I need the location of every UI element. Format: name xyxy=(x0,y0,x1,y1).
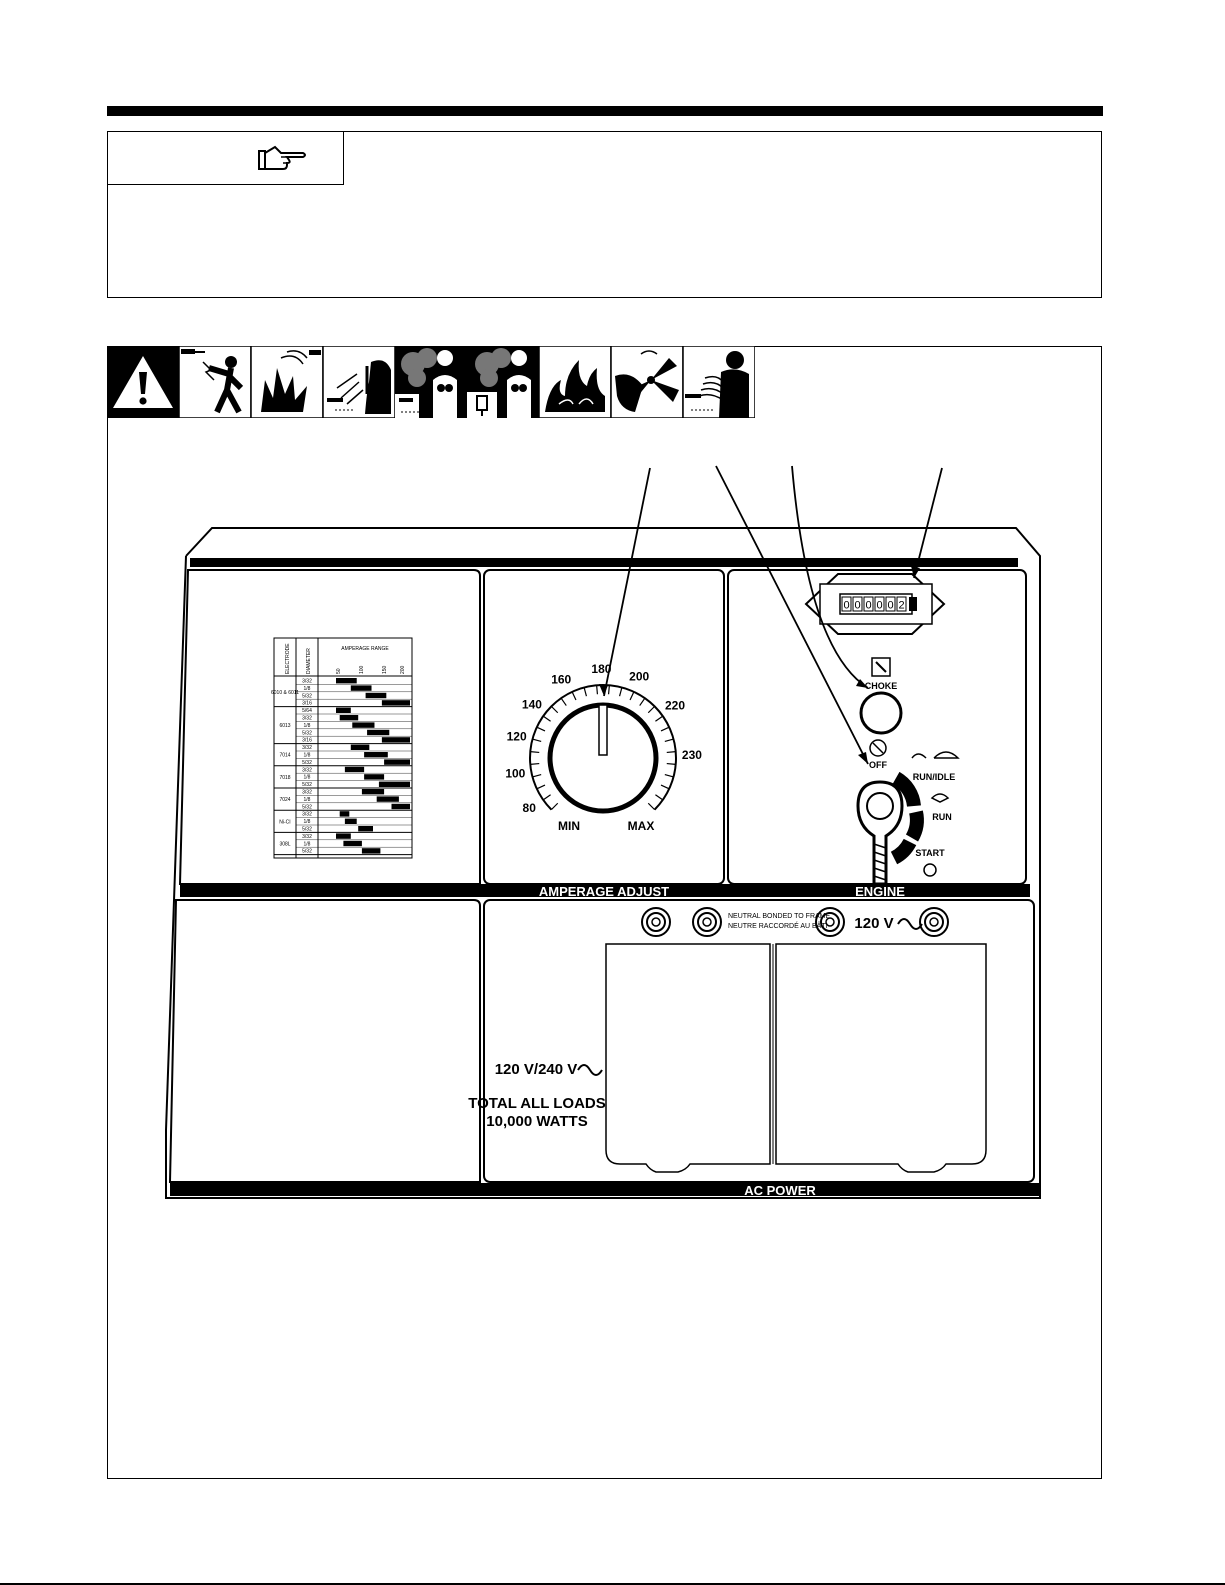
hour-meter-digit: 0 xyxy=(854,599,861,612)
dial-scale-label: 200 xyxy=(629,669,650,684)
chart-diameter-label: 3/32 xyxy=(302,789,312,796)
chart-diameter-label: 1/8 xyxy=(303,722,311,729)
chart-range-bar xyxy=(362,848,381,853)
lower-left-section xyxy=(170,900,480,1182)
chart-diameter-label: 5/32 xyxy=(302,730,312,737)
knob-pointer xyxy=(599,705,607,755)
hour-meter-digit: 2 xyxy=(898,599,905,612)
chart-range-bar xyxy=(336,833,351,838)
chart-diameter-label: 5/32 xyxy=(302,804,312,811)
rabbit-turtle-icon xyxy=(912,752,958,758)
chart-range-bar xyxy=(352,722,374,727)
chart-range-bar xyxy=(379,782,410,787)
dial-scale-label: 140 xyxy=(521,697,542,712)
dial-scale-label: 180 xyxy=(591,662,612,677)
chart-diameter-label: 3/32 xyxy=(302,833,312,840)
chart-range-bar xyxy=(366,693,387,698)
hour-meter-digit: 0 xyxy=(887,599,894,612)
hour-meter-digit: 0 xyxy=(843,599,850,612)
dial-tick xyxy=(551,706,557,712)
chart-range-bar xyxy=(382,700,410,705)
hour-meter xyxy=(806,574,944,634)
chart-range-tick: 50 xyxy=(336,668,342,674)
dial-tick xyxy=(532,775,541,777)
chart-header-diameter: DIAMETER xyxy=(306,648,312,674)
chart-electrode-label: 7024 xyxy=(279,797,291,804)
chart-range-bar xyxy=(351,685,372,690)
panel-top-band xyxy=(190,558,1018,567)
dial-tick xyxy=(648,706,654,712)
dial-max-label: MAX xyxy=(627,819,655,833)
chart-diameter-label: 5/64 xyxy=(302,708,312,715)
dial-min-label: MIN xyxy=(558,819,580,833)
dial-scale-label: 230 xyxy=(681,747,702,762)
ac-power-label: AC POWER xyxy=(744,1183,816,1198)
switch-label-run: RUN xyxy=(932,812,952,822)
amperage-adjust-label: AMPERAGE ADJUST xyxy=(538,884,670,899)
dial-tick xyxy=(551,803,557,809)
chart-range-tick: 150 xyxy=(382,665,388,674)
chart-range-tick: 200 xyxy=(400,665,406,674)
start-icon xyxy=(924,864,936,876)
dial-tick xyxy=(530,752,539,753)
chart-range-bar xyxy=(336,678,357,683)
chart-diameter-label: 5/32 xyxy=(302,826,312,833)
dial-tick xyxy=(655,716,662,721)
dial-tick xyxy=(665,775,674,777)
ac-sine-icon-2 xyxy=(578,1065,602,1075)
receptacle-voltage-label: 120 V xyxy=(854,915,894,932)
chart-diameter-label: 3/32 xyxy=(302,811,312,818)
chart-diameter-label: 5/32 xyxy=(302,759,312,766)
chart-electrode-label: 6010 & 6011 xyxy=(271,689,299,696)
neutral-label-en: NEUTRAL BONDED TO FRAME xyxy=(728,913,831,920)
chart-range-bar xyxy=(343,841,362,846)
dial-tick xyxy=(620,687,622,696)
dial-tick xyxy=(543,795,550,800)
dial-tick xyxy=(609,685,610,694)
dial-scale-label: 220 xyxy=(664,698,686,713)
chart-electrode-label: 7014 xyxy=(279,752,291,759)
chart-diameter-label: 5/32 xyxy=(302,693,312,700)
chart-range-bar xyxy=(377,796,399,801)
receptacle-cover-left[interactable] xyxy=(606,944,770,1172)
dial-tick xyxy=(667,764,676,765)
switch-segment-start xyxy=(894,842,910,858)
dial-tick xyxy=(630,692,634,700)
dial-tick xyxy=(665,739,674,741)
chart-diameter-label: 1/8 xyxy=(303,796,311,803)
engine-switch xyxy=(858,740,958,884)
chart-range-bar xyxy=(392,804,411,809)
dial-tick xyxy=(532,739,541,741)
chart-diameter-label: 1/8 xyxy=(303,819,311,826)
chart-diameter-label: 3/32 xyxy=(302,745,312,752)
total-watts-label: 10,000 WATTS xyxy=(486,1113,588,1130)
dial-tick xyxy=(561,698,566,705)
engine-label: ENGINE xyxy=(855,884,905,899)
chart-diameter-label: 1/8 xyxy=(303,774,311,781)
dial-tick xyxy=(661,785,669,789)
total-loads-label: TOTAL ALL LOADS xyxy=(468,1095,606,1112)
dial-tick xyxy=(543,716,550,721)
dial-tick xyxy=(530,764,539,765)
receptacles xyxy=(468,908,986,1172)
chart-range-bar xyxy=(336,708,351,713)
chart-range-bar xyxy=(384,759,410,764)
chart-diameter-label: 1/8 xyxy=(303,752,311,759)
dial-tick xyxy=(537,785,545,789)
chart-range-bar xyxy=(340,715,359,720)
dial-tick xyxy=(597,685,598,694)
chart-diameter-label: 1/8 xyxy=(303,685,311,692)
chart-diameter-label: 5/32 xyxy=(302,782,312,789)
chart-range-tick: 100 xyxy=(359,665,365,674)
chart-range-bar xyxy=(382,737,410,742)
dial-tick xyxy=(584,687,586,696)
dual-voltage-label: 120 V/240 V xyxy=(494,1061,578,1078)
chart-header-range: AMPERAGE RANGE xyxy=(341,646,389,652)
bottom-band xyxy=(170,1183,1040,1196)
choke-label: CHOKE xyxy=(864,681,898,691)
hour-meter-tenths xyxy=(909,597,917,611)
chart-diameter-label: 3/16 xyxy=(302,737,312,744)
dial-tick xyxy=(572,692,576,700)
chart-range-bar xyxy=(340,811,350,816)
chart-electrode-label: 6013 xyxy=(279,723,291,730)
chart-range-bar xyxy=(345,819,357,824)
switch-segment-run xyxy=(912,812,917,838)
chart-range-bar xyxy=(351,745,370,750)
dial-scale-label: 120 xyxy=(506,729,527,744)
neutral-label-fr: NEUTRE RACCORDÉ AU BÂTI xyxy=(728,923,828,930)
rabbit-icon xyxy=(932,794,948,802)
dial-tick xyxy=(655,795,662,800)
chart-electrode-label: 308L xyxy=(279,841,291,848)
dial-tick xyxy=(537,727,545,731)
chart-diameter-label: 3/16 xyxy=(302,700,312,707)
dial-tick xyxy=(640,698,645,705)
chart-header-electrode: ELECTRODE xyxy=(285,643,291,674)
chart-range-bar xyxy=(364,752,388,757)
dial-tick xyxy=(648,803,654,809)
switch-label-off: OFF xyxy=(869,760,887,770)
choke-control xyxy=(861,658,901,733)
chart-range-bar xyxy=(362,789,384,794)
dial-scale-label: 160 xyxy=(551,672,572,687)
hour-meter-digit: 0 xyxy=(876,599,883,612)
dial-tick xyxy=(667,752,676,753)
chart-diameter-label: 1/8 xyxy=(303,841,311,848)
receptacle-cover-right[interactable] xyxy=(776,944,986,1172)
chart-electrode-label: Ni-CI xyxy=(279,819,291,826)
chart-range-bar xyxy=(358,826,373,831)
dial-tick xyxy=(661,727,669,731)
weld-chart-table xyxy=(271,638,412,858)
choke-button[interactable] xyxy=(861,693,901,733)
chart-diameter-label: 3/32 xyxy=(302,767,312,774)
chart-range-bar xyxy=(345,767,364,772)
chart-diameter-label: 3/32 xyxy=(302,678,312,685)
switch-label-start: START xyxy=(915,848,945,858)
chart-diameter-label: 5/32 xyxy=(302,848,312,855)
dial-scale-label: 100 xyxy=(505,766,526,781)
ac-sine-icon xyxy=(898,919,922,929)
chart-range-bar xyxy=(367,730,389,735)
switch-label-run-idle: RUN/IDLE xyxy=(912,772,956,782)
chart-diameter-label: 3/32 xyxy=(302,715,312,722)
chart-electrode-label: 7018 xyxy=(279,774,291,781)
hour-meter-digit: 0 xyxy=(865,599,872,612)
chart-range-bar xyxy=(364,774,384,779)
dial-scale-label: 80 xyxy=(522,800,536,815)
